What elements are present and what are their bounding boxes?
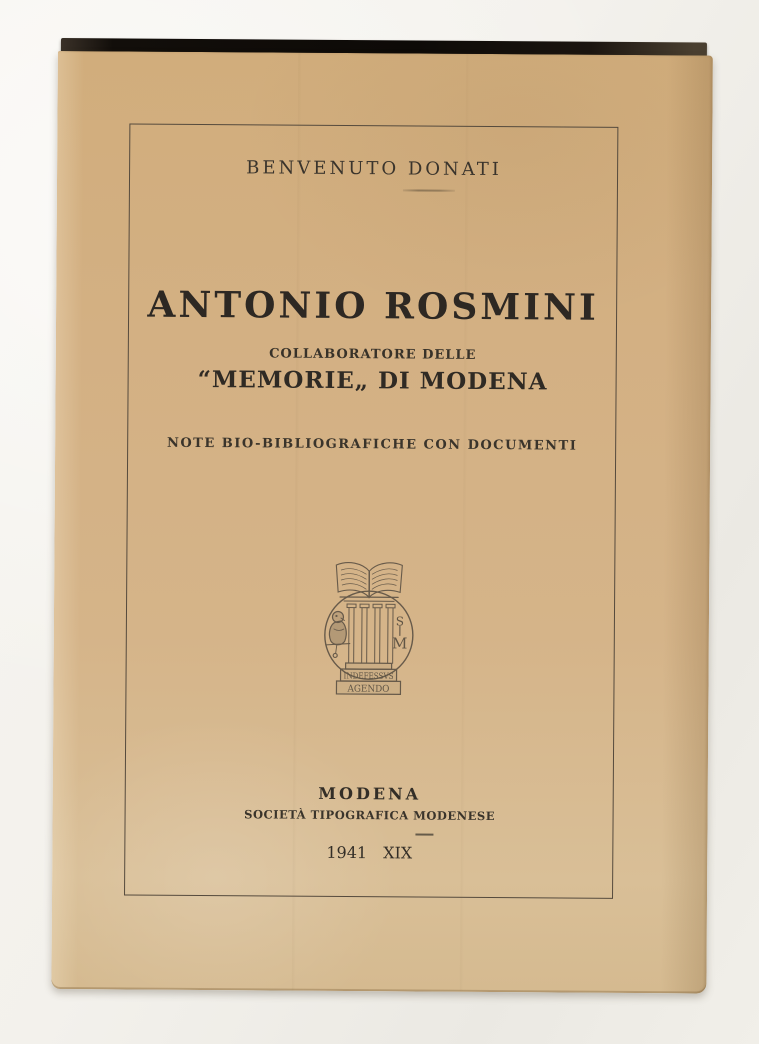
book-title: ANTONIO ROSMINI [147,283,599,329]
imprint-era-numeral: XIX [383,843,413,863]
monogram-letter-m: M [392,634,408,653]
series-note: NOTE BIO-BIBLIOGRAFICHE CON DOCUMENTI [166,435,578,454]
book [51,38,714,994]
stm-monogram [392,614,408,652]
book-cover [51,51,713,994]
open-book-icon [336,563,402,602]
printer-emblem [321,559,418,702]
imprint-city: MODENA [318,783,422,804]
subtitle-line-1: COLLABORATORE DELLE [269,346,477,363]
owl-icon [326,611,350,657]
monogram-letter-s: S [395,614,405,629]
subtitle-line-2: “MEMORIE„ DI MODENA [197,365,548,396]
imprint-year-line [124,841,614,863]
imprint-divider-dash [415,834,433,836]
motto-line-2: AGENDO [347,683,393,695]
author-divider-rule [403,189,455,191]
author-name: BENVENUTO DONATI [246,157,503,181]
motto-line-1: INDEFESSVS [343,671,403,682]
imprint-publisher: SOCIETÀ TIPOGRAFICA MODENESE [244,807,496,824]
motto-banner [336,663,403,695]
columns-icon [347,604,395,663]
imprint-year: 1941 [326,842,368,863]
